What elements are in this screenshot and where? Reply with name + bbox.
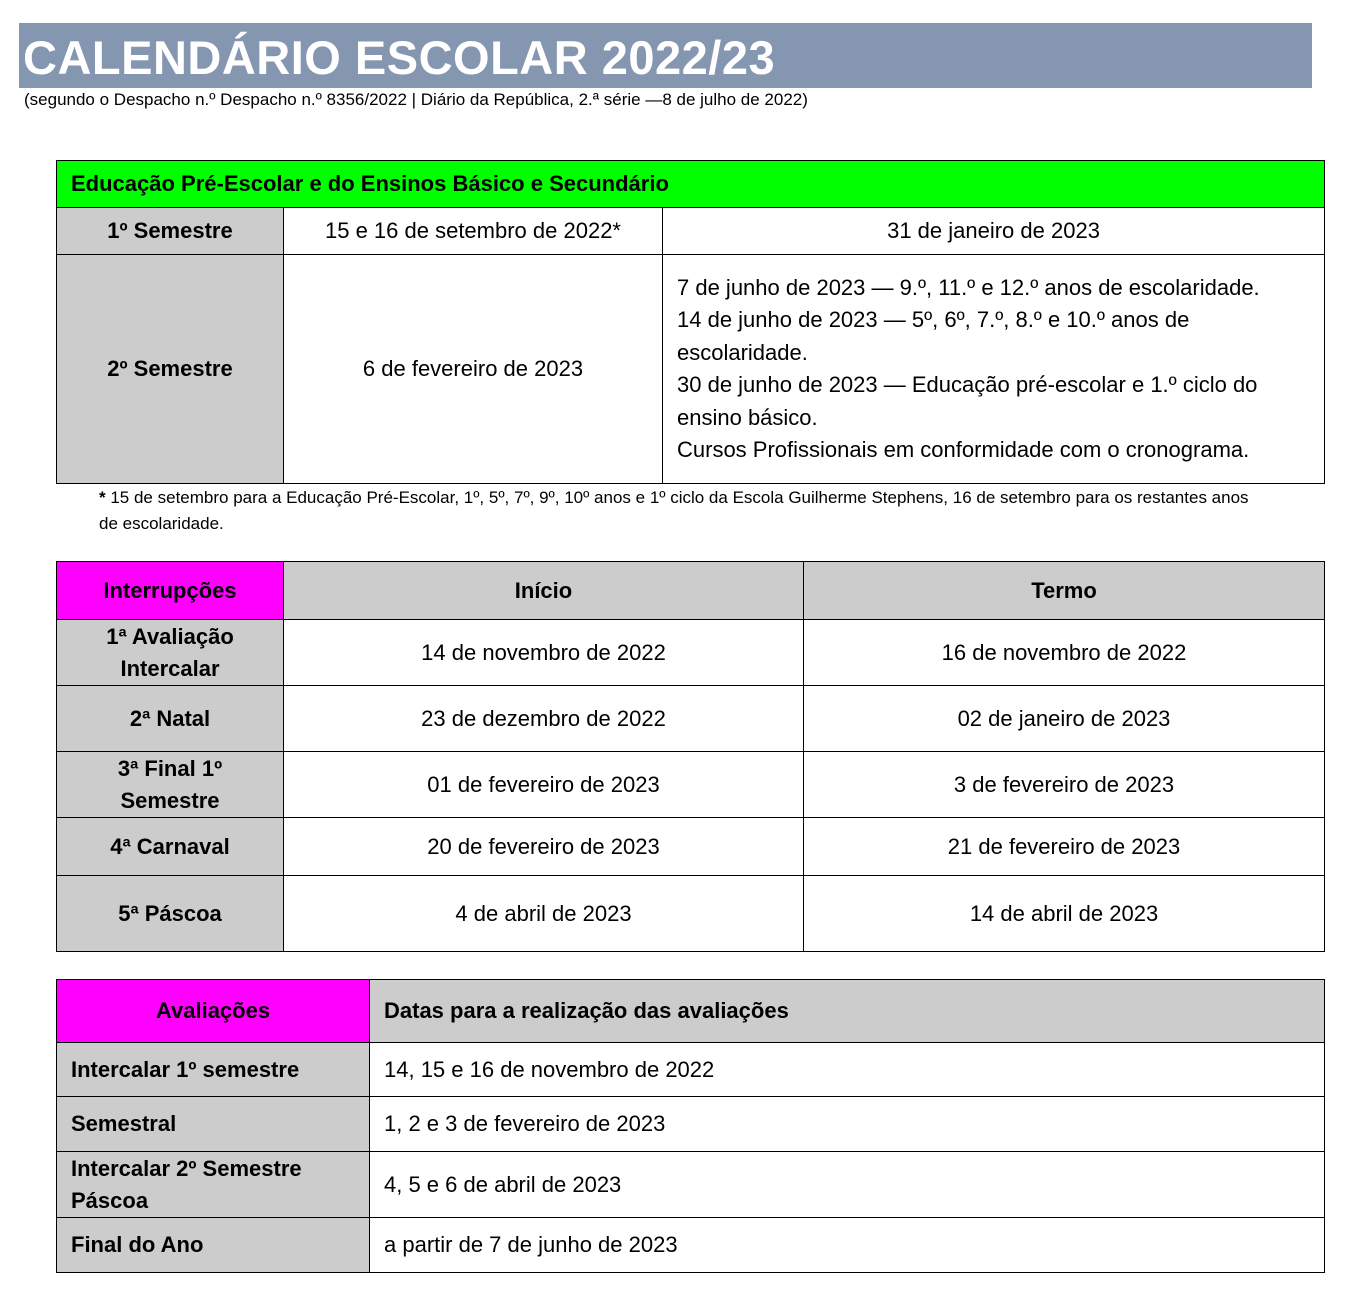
table-row bbox=[57, 620, 1325, 686]
table-row bbox=[57, 686, 1325, 752]
interruption-start: 14 de novembro de 2022 bbox=[284, 620, 804, 686]
semester-label: 1º Semestre bbox=[57, 208, 284, 255]
interruption-end: 3 de fevereiro de 2023 bbox=[804, 752, 1325, 818]
table-row bbox=[57, 1097, 1325, 1152]
semesters-table bbox=[56, 160, 1325, 484]
table-row bbox=[57, 876, 1325, 952]
semester-start: 6 de fevereiro de 2023 bbox=[284, 255, 663, 484]
evaluation-label: Intercalar 2º Semestre Páscoa bbox=[57, 1152, 370, 1218]
semester-end bbox=[663, 208, 1325, 255]
interruption-start: 01 de fevereiro de 2023 bbox=[284, 752, 804, 818]
semester-label: 2º Semestre bbox=[57, 255, 284, 484]
column-header-dates: Datas para a realização das avaliações bbox=[370, 980, 1325, 1043]
semester-end-line: Cursos Profissionais em conformidade com o cronograma. bbox=[677, 437, 1250, 462]
page-title: CALENDÁRIO ESCOLAR 2022/23 bbox=[23, 31, 776, 84]
interruption-start: 23 de dezembro de 2022 bbox=[284, 686, 804, 752]
evaluation-dates: 4, 5 e 6 de abril de 2023 bbox=[370, 1152, 1325, 1218]
evaluation-dates: 1, 2 e 3 de fevereiro de 2023 bbox=[370, 1097, 1325, 1152]
table-header-row bbox=[57, 562, 1325, 620]
table-row bbox=[57, 255, 1325, 484]
semester-start: 15 e 16 de setembro de 2022* bbox=[284, 208, 663, 255]
interruption-end: 16 de novembro de 2022 bbox=[804, 620, 1325, 686]
column-header-start: Início bbox=[284, 562, 804, 620]
column-header-evaluations: Avaliações bbox=[57, 980, 370, 1043]
footnote-marker: * bbox=[99, 488, 106, 507]
interruption-start: 20 de fevereiro de 2023 bbox=[284, 818, 804, 876]
semester-end-line: 30 de junho de 2023 — Educação pré-escolar e 1.º ciclo do ensino básico. bbox=[677, 372, 1258, 430]
footnote bbox=[99, 485, 1249, 537]
table-row bbox=[57, 1152, 1325, 1218]
table-row bbox=[57, 818, 1325, 876]
column-header-end: Termo bbox=[804, 562, 1325, 620]
table-header-row bbox=[57, 980, 1325, 1043]
interruption-end: 14 de abril de 2023 bbox=[804, 876, 1325, 952]
interruption-label: 1ª Avaliação Intercalar bbox=[57, 620, 284, 686]
semester-end bbox=[663, 255, 1325, 484]
semester-end-line: 31 de janeiro de 2023 bbox=[887, 218, 1100, 243]
interruption-end: 02 de janeiro de 2023 bbox=[804, 686, 1325, 752]
interruption-label: 2ª Natal bbox=[57, 686, 284, 752]
evaluations-table bbox=[56, 979, 1325, 1273]
evaluation-dates: a partir de 7 de junho de 2023 bbox=[370, 1218, 1325, 1273]
interruption-end: 21 de fevereiro de 2023 bbox=[804, 818, 1325, 876]
page-subtitle: (segundo o Despacho n.º Despacho n.º 8356/2022 | Diário da República, 2.ª série —8 de julho de 2022) bbox=[24, 90, 808, 109]
interruption-label: 3ª Final 1º Semestre bbox=[57, 752, 284, 818]
evaluation-label: Semestral bbox=[57, 1097, 370, 1152]
column-header-interruptions: Interrupções bbox=[57, 562, 284, 620]
semester-end-line: 14 de junho de 2023 — 5º, 6º, 7.º, 8.º e 10.º anos de escolaridade. bbox=[677, 307, 1190, 365]
table-row bbox=[57, 1218, 1325, 1273]
interruption-start: 4 de abril de 2023 bbox=[284, 876, 804, 952]
title-bar bbox=[19, 23, 1312, 88]
footnote-text: 15 de setembro para a Educação Pré-Escolar, 1º, 5º, 7º, 9º, 10º anos e 1º ciclo da Escola Guilherme Stephens, 16 de setembro para os restantes anos de escolaridade. bbox=[99, 488, 1249, 533]
table-row bbox=[57, 1043, 1325, 1097]
semester-end-line: 7 de junho de 2023 — 9.º, 11.º e 12.º anos de escolaridade. bbox=[677, 274, 1260, 300]
table-row bbox=[57, 752, 1325, 818]
semesters-heading: Educação Pré-Escolar e do Ensinos Básico e Secundário bbox=[57, 161, 1325, 208]
table-row bbox=[57, 208, 1325, 255]
interruption-label: 4ª Carnaval bbox=[57, 818, 284, 876]
interruption-label: 5ª Páscoa bbox=[57, 876, 284, 952]
interruptions-table bbox=[56, 561, 1325, 952]
table-row bbox=[57, 161, 1325, 208]
evaluation-label: Final do Ano bbox=[57, 1218, 370, 1273]
evaluation-dates: 14, 15 e 16 de novembro de 2022 bbox=[370, 1043, 1325, 1097]
evaluation-label: Intercalar 1º semestre bbox=[57, 1043, 370, 1097]
